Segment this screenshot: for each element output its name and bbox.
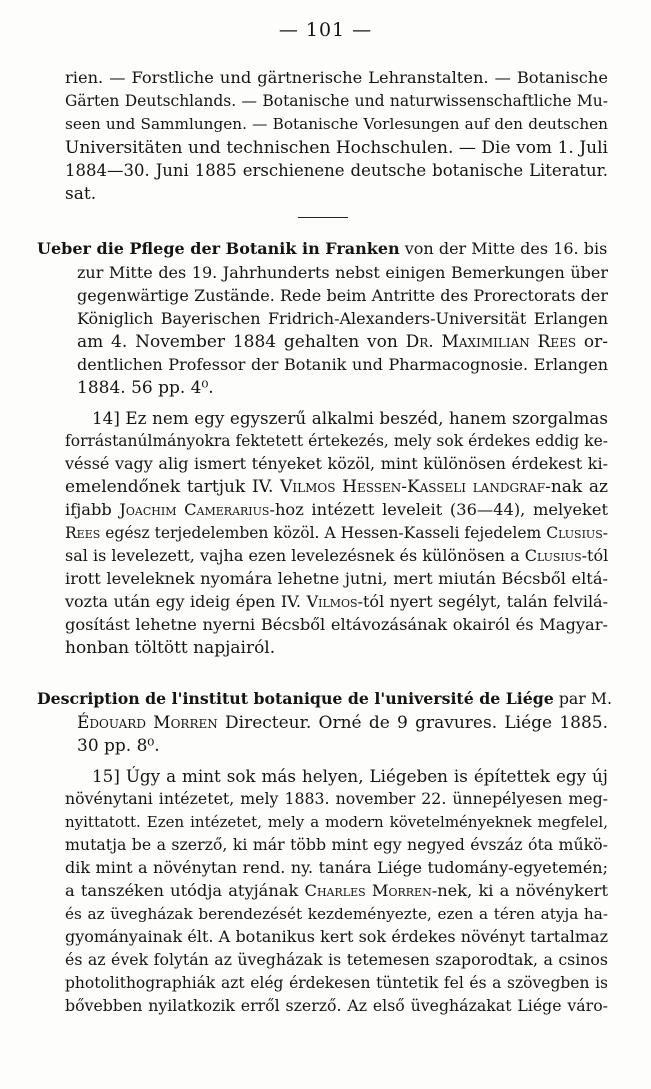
author-name: Édouard Morren bbox=[77, 713, 218, 733]
heading-line: Königlich Bayerischen Fridrich-Alexanders-Universität Erlangen bbox=[77, 309, 608, 328]
body-line: nyittatott. Ezen intézetet, mely a modern követelményeknek megfelel, bbox=[65, 813, 608, 831]
body-line: vozta után egy ideig épen IV. Vilmos-tól nyert segélyt, talán felvilá- bbox=[65, 592, 609, 611]
body-line: photolithographiák azt elég érdekesen tüntetik fel és a szövegben is bbox=[65, 974, 608, 992]
entry-heading bbox=[37, 688, 612, 710]
body-line: irott leveleknek nyomára lehetne jutni, mert miután Bécsből eltá- bbox=[65, 569, 608, 588]
entry-title: Ueber die Pflege der Botanik in Franken bbox=[37, 239, 400, 258]
body-line: és az üvegházak berendezését kezdeményezte, ezen a téren atyja ha- bbox=[65, 905, 608, 923]
body-line: véssé vagy alig ismert tényeket közöl, mint különösen érdekest ki- bbox=[65, 454, 608, 473]
entry-heading bbox=[37, 238, 608, 260]
author-name: Dr. Maximilian Rees bbox=[405, 332, 577, 352]
person-name: Vilmos bbox=[306, 592, 358, 611]
heading-line: dentlichen Professor der Botanik und Pharmacognosie. Erlangen bbox=[77, 355, 608, 374]
body-line: ifjabb Joachim Camerarius-hoz intézett leveleit (36—44), melyeket bbox=[65, 500, 608, 519]
body-line: mutatja be a szerző, ki már több mint egy negyed évszáz óta műkö- bbox=[65, 835, 608, 854]
body-line: gyományainak élt. A botanikus kert sok érdekes növényt tartalmaz bbox=[65, 927, 608, 946]
body-line: sal is levelezett, vajha ezen levelezésnek és különösen a Clusius-tól bbox=[65, 546, 609, 565]
text-line: sat. bbox=[65, 184, 97, 204]
body-line: és az évek folytán az üvegházak is tetemesen szaporodtak, a csinos bbox=[65, 950, 608, 969]
heading-line: 1884. 56 pp. 4⁰. bbox=[77, 378, 214, 398]
person-name: Charles Morren bbox=[304, 881, 432, 900]
heading-line: gegenwärtige Zustände. Rede beim Antritte des Prorectorats der bbox=[77, 286, 608, 305]
page-number: — 101 — bbox=[278, 19, 373, 41]
body-line: honban töltött napjairól. bbox=[65, 638, 276, 658]
heading-line: 30 pp. 8⁰. bbox=[77, 736, 160, 756]
body-line: bővebben nyilatkozik erről szerző. Az első üvegházakat Liége váro- bbox=[65, 996, 608, 1015]
person-name: Joachim Camerarius bbox=[119, 500, 270, 519]
body-line: gosítást lehetne nyerni Bécsből eltávozásának okairól és Magyar- bbox=[65, 615, 608, 634]
person-name: Rees bbox=[65, 524, 101, 542]
body-line: 15] Úgy a mint sok más helyen, Liégeben is építettek egy új bbox=[92, 766, 608, 786]
body-line: növénytani intézetet, mely 1883. november 22. ünnepélyesen meg- bbox=[65, 789, 608, 808]
person-name: Clusius bbox=[546, 524, 603, 542]
person-name: Vilmos Hessen-Kasseli landgraf bbox=[280, 477, 546, 497]
section-divider bbox=[298, 217, 348, 218]
entry-title: Description de l'institut botanique de l'université de Liége bbox=[37, 689, 554, 708]
body-line: a tanszéken utódja atyjának Charles Morren-nek, ki a növénykert bbox=[65, 881, 608, 900]
text-line: Universitäten und technischen Hochschulen. — Die vom 1. Juli bbox=[65, 138, 608, 158]
body-line: 14] Ez nem egy egyszerű alkalmi beszéd, hanem szorgalmas bbox=[92, 408, 608, 428]
heading-line: am 4. November 1884 gehalten von Dr. Maximilian Rees or- bbox=[77, 332, 609, 352]
entry-title-rest: par M. bbox=[553, 689, 612, 708]
person-name: Clusius bbox=[524, 546, 582, 565]
body-line: forrástanúlmányokra fektetett értekezés, mely sok érdekes eddig ke- bbox=[65, 432, 608, 450]
heading-line: Édouard Morren Directeur. Orné de 9 gravures. Liége 1885. bbox=[77, 713, 608, 733]
body-line: Rees egész terjedelemben közöl. A Hessen-Kasseli fejedelem Clusius- bbox=[65, 524, 608, 542]
text-line: 1884—30. Juni 1885 erschienene deutsche botanische Literatur. bbox=[65, 161, 608, 180]
body-line: emelendőnek tartjuk IV. Vilmos Hessen-Kasseli landgraf-nak az bbox=[65, 477, 608, 497]
text-line: Gärten Deutschlands. — Botanische und naturwissenschaftliche Mu- bbox=[65, 92, 608, 110]
text-line: rien. — Forstliche und gärtnerische Lehranstalten. — Botanische bbox=[65, 68, 608, 87]
heading-line: zur Mitte des 19. Jahrhunderts nebst einigen Bemerkungen über bbox=[77, 263, 608, 282]
entry-title-rest: von der Mitte des 16. bis bbox=[399, 239, 608, 258]
text-line: seen und Sammlungen. — Botanische Vorlesungen auf den deutschen bbox=[65, 115, 608, 133]
body-line: dik mint a növénytan rend. ny. tanára Liége tudomány-egyetemén; bbox=[65, 858, 608, 877]
